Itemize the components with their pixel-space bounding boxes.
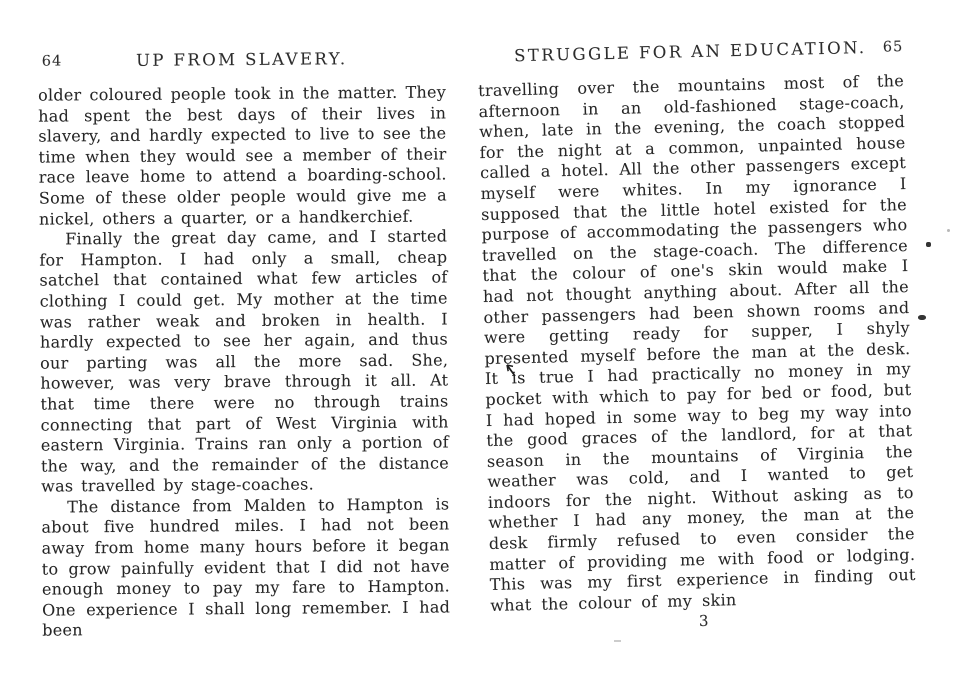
page-right [477, 37, 917, 635]
page-left [38, 48, 451, 641]
page-right-body [478, 71, 916, 616]
scan-speck [926, 242, 931, 247]
mouse-cursor [504, 363, 518, 378]
page-right-header [477, 37, 903, 69]
running-title-left: UP FROM SLAVERY. [135, 49, 348, 70]
scan-speck [947, 229, 950, 232]
page-number-right: 65 [882, 39, 904, 56]
signature-mark: 3 [698, 612, 709, 631]
paragraph: older coloured people took in the matter. They had spent the best days of their lives in slavery, and hardly expected to live to see the time when they would see a member of their race leave home to attend a boarding-school. Some of these older people would give me a nickel, others a quarter, or a handkerchief. [37, 82, 447, 229]
scan-speck [918, 315, 926, 320]
paragraph: travelling over the mountains most of the afternoon in an old-fashioned stage-coach, when, late in the evening, the coach stopped for the night at a common, unpainted house called a hotel. All the other passengers except myself were whites. In my ignorance I supposed that the little hotel existed for the purpose of accommodating the passengers who travelled on the stage-coach. The difference that the colour of one's skin would make I had not thought anything about. After all the other passengers had been shown rooms and were getting ready for supper, I shyly presented myself before the man at the desk. It is true I had practically no money in my pocket with which to pay for bed or food, but I had hoped in some way to beg my way into the good graces of the landlord, for at that season in the mountains of Virginia the weather was cold, and I wanted to get indoors for the night. Without asking as to whether I had any money, the man at the desk firmly refused to even consider the matter of providing me with food or lodging. This was my first experience in finding out what the colour of my skin [477, 71, 916, 615]
paragraph: The distance from Malden to Hampton is about five hundred miles. I had not been away from home many hours before it began to grow painfully evident that I did not have enough money to pay my fare to Hampton. One experience I shall long remember. I had been [41, 494, 451, 641]
paragraph: Finally the great day came, and I started for Hampton. I had only a small, cheap satchel that contained what few articles of clothing I could get. My mother at the time was rather weak and broken in health. I hardly expected to see her again, and thus our parting was all the more sad. She, however, was very brave through it all. At that time there were no through trains connecting that part of West Virginia with eastern Virginia. Trains ran only a portion of the way, and the remainder of the distance was travelled by stage-coaches. [39, 226, 450, 496]
page-number-left: 64 [41, 53, 63, 70]
running-title-right: STRUGGLE FOR AN EDUCATION. [513, 37, 867, 66]
page-left-header [38, 48, 446, 73]
scan-speck [614, 640, 621, 642]
page-left-body [38, 82, 450, 641]
